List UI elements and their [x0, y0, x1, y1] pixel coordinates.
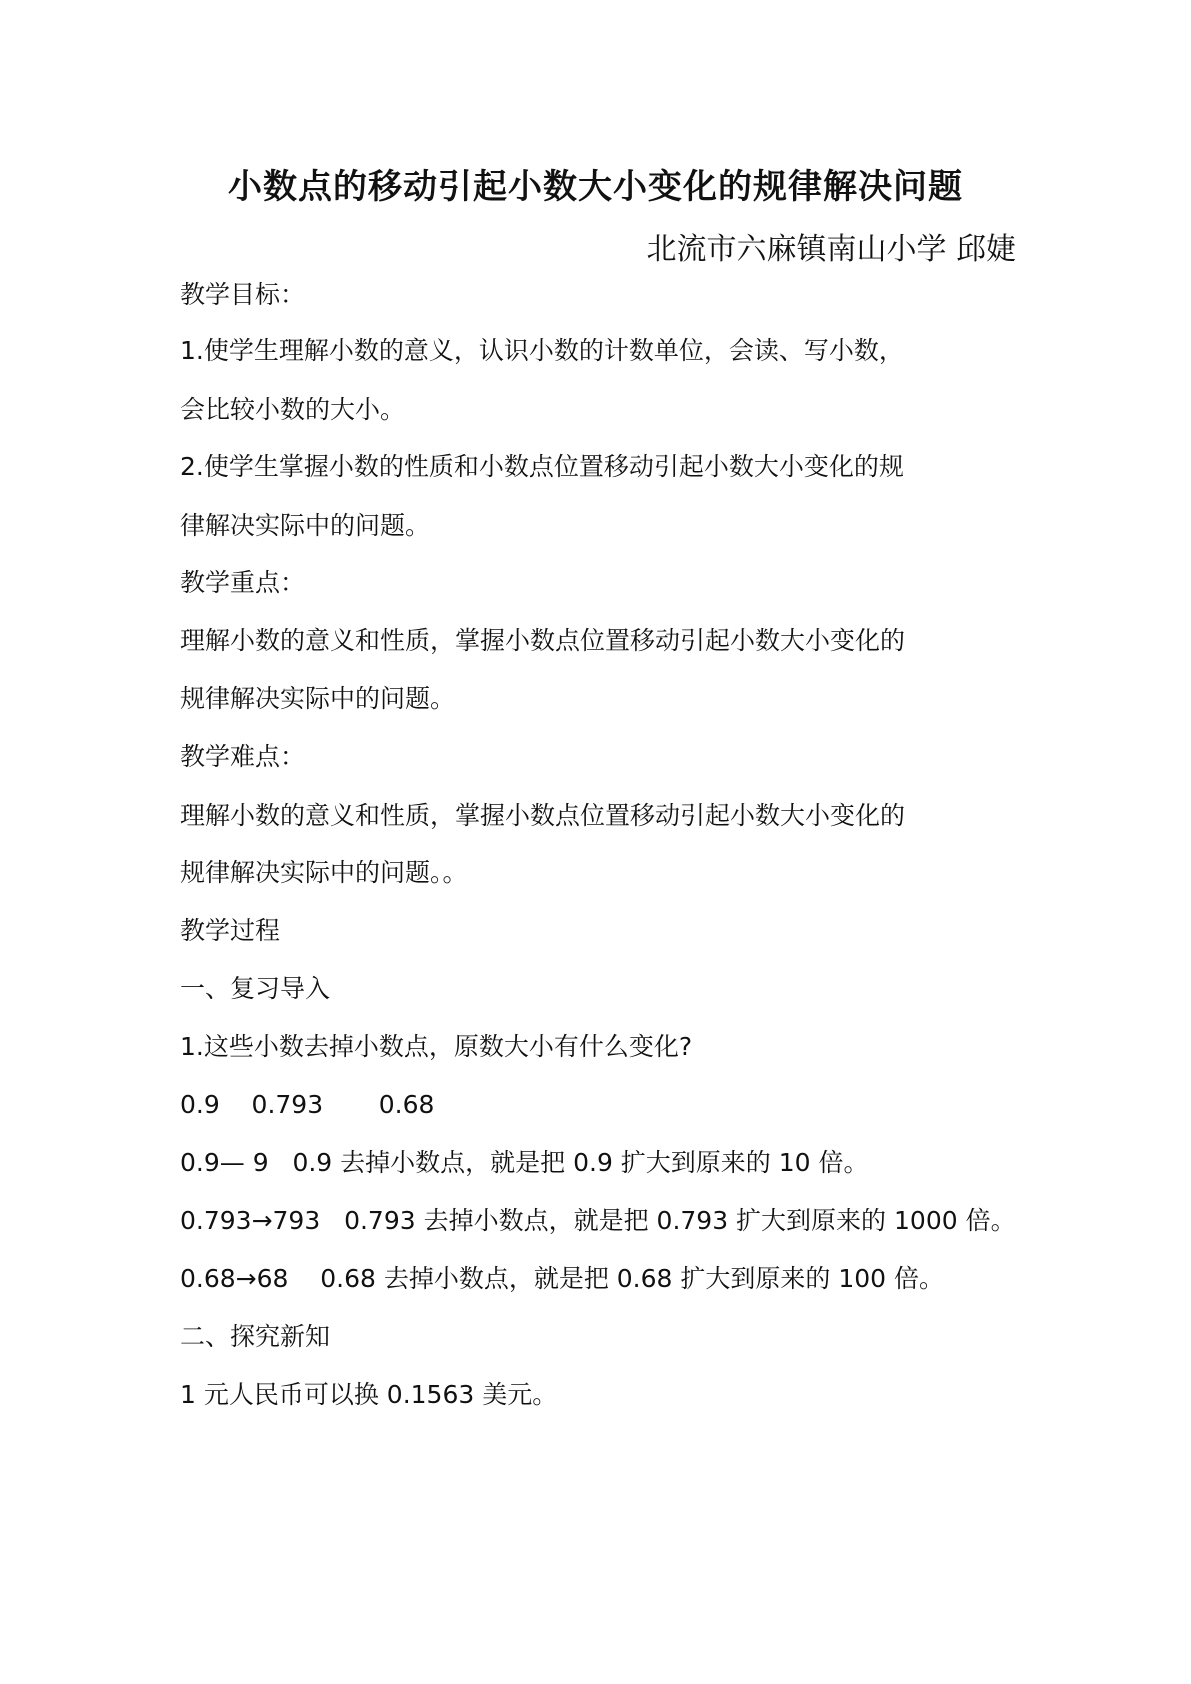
text-line: 会比较小数的大小。 [180, 395, 406, 424]
text-line: 2.使学生掌握小数的性质和小数点位置移动引起小数大小变化的规 [180, 452, 904, 481]
text-line: 0.793→793 0.793 去掉小数点，就是把 0.793 扩大到原来的 1000 倍。 [180, 1206, 1016, 1235]
text-line: 0.9 0.793 0.68 [180, 1090, 435, 1119]
document-author: 北流市六麻镇南山小学 邱婕 [646, 232, 1016, 267]
text-line: 1.使学生理解小数的意义，认识小数的计数单位，会读、写小数， [180, 336, 904, 365]
section-heading-key-points: 教学重点： [180, 568, 306, 597]
text-line: 理解小数的意义和性质，掌握小数点位置移动引起小数大小变化的 [180, 801, 906, 830]
text-line: 1 元人民币可以换 0.1563 美元。 [180, 1380, 558, 1409]
text-line: 规律解决实际中的问题。。 [180, 858, 468, 887]
section-heading-difficulties: 教学难点： [180, 742, 306, 771]
section-heading-objectives: 教学目标： [180, 280, 306, 309]
text-line: 0.9— 9 0.9 去掉小数点，就是把 0.9 扩大到原来的 10 倍。 [180, 1148, 869, 1177]
text-line: 理解小数的意义和性质，掌握小数点位置移动引起小数大小变化的 [180, 626, 906, 655]
section-heading-process: 教学过程 [180, 916, 281, 945]
section-heading-review: 一、复习导入 [180, 974, 331, 1003]
text-line: 律解决实际中的问题。 [180, 511, 431, 540]
text-line: 0.68→68 0.68 去掉小数点，就是把 0.68 扩大到原来的 100 倍。 [180, 1264, 944, 1293]
document-title: 小数点的移动引起小数大小变化的规律解决问题 [228, 167, 963, 207]
text-line: 规律解决实际中的问题。 [180, 684, 456, 713]
text-line: 1.这些小数去掉小数点，原数大小有什么变化? [180, 1032, 693, 1061]
section-heading-explore: 二、探究新知 [180, 1322, 331, 1351]
